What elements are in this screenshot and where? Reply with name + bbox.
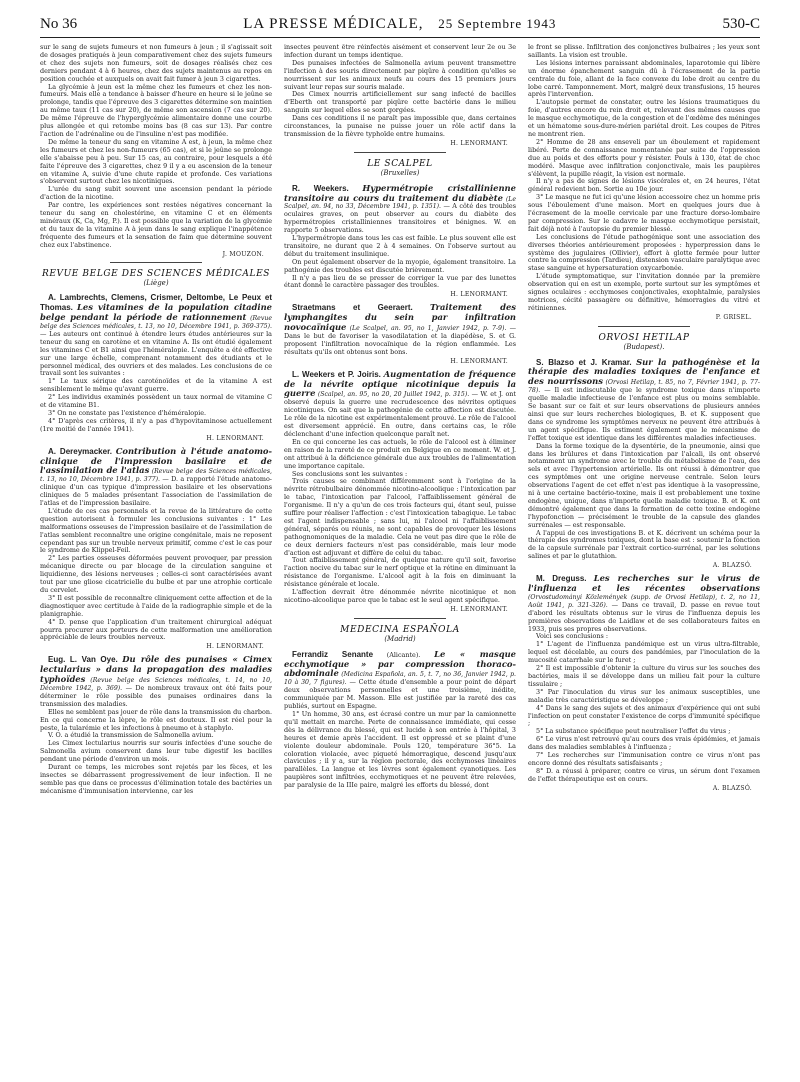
paragraph: Trois causes se combinant différemment sont à l'origine de la névrite rétrobulbaire dénommée nicotino-alcoolique : l'intoxication par le tabac, l'intoxication par l'alcool, l'affaiblissement général de l'organisme. Il n'y a qu'un de ces trois facteurs qui, étant seul, puisse suffire pour réaliser l'affection : c'est l'intoxication tabagique. Le tabac est l'agent indispensable ; sans lui, ni l'alcool ni l'affaiblissement général, séparés ou réunis, ne sont capables de provoquer les lésions pathognomoniques de la maladie. Cela ne veut pas dire que le rôle de ce deux derniers facteurs n'est pas considérable, mais leur mode d'action est adjuvant et diffère de celui du tabac. [284, 477, 516, 557]
paragraph: Il n'y a pas de signes de lésions viscérales et, en 24 heures, l'état général redevient bon. Sortie au 10e jour. [528, 177, 760, 194]
paragraph: Des punaises infectées de Salmonella avium peuvent transmettre l'infection à des souris directement par piqûre à condition qu'elles se nourrissent sur les animaux neufs au cours des 15 premiers jours suivant leur repas sur souris malade. [284, 58, 516, 91]
article-title: Les vitamines de la population citadine belge pendant la période de rationnement [40, 302, 272, 323]
article-authors: Ferrandiz Senante [292, 649, 374, 659]
article-heading [528, 574, 760, 633]
conclusion-item: 4° D'après ces critères, il n'y a pas d'hypovitaminose actuellement (1re moitié de l'année 1941). [40, 416, 272, 433]
paragraph: Les conclusions de l'étude pathogénique sont une association des diverses théories antérieurement proposées : hyperpression dans le système des jugulaires (Ollivier), effort à glotte fermée pour lutter contre la compression (Tardieu), distension vasculaire paralytique avec stase sanguine et hypersaturation oxycarbonée. [528, 232, 760, 273]
author-signature: H. LENORMANT. [206, 434, 264, 442]
article-authors: L. Weekers et P. Joiris. [292, 369, 381, 379]
paragraph: Elles ne semblent pas jouer de rôle dans la transmission du charbon. En ce qui concerne la lèpre, le rôle est douteux. Il est réel pour la peste, la tularémie et les infections à pneumo et à staphylo. [40, 707, 272, 732]
masthead [243, 16, 556, 33]
author-signature: A. BLAZSÓ. [712, 784, 752, 792]
paragraph: L'hypermétropie dans tous les cas est faible. Le plus souvent elle est transitoire, ne durant que 2 à 4 semaines. On l'observe surtout au début du traitement insulinique. [284, 234, 516, 258]
issue-number: No 36 [40, 16, 78, 32]
article-authors: Straetmans et Geeraert. [292, 303, 413, 313]
article-body: — De nombreux travaux ont été faits pour déterminer le rôle possible des punaises ordinaires dans la transmission des maladies. [40, 683, 272, 708]
article-heading [40, 655, 272, 708]
paragraph: On peut également observer de la myopie, également transitoire. La pathogénie des troubles est discutée brièvement. [284, 257, 516, 274]
paragraph: 4° D. pense que l'application d'un traitement chirurgical adéquat pourra procurer aux porteurs de cette malformation une amélioration appréciable de leurs troubles nerveux. [40, 617, 272, 642]
article-authors: A. Dereymacker. [48, 446, 112, 456]
article-source: (Orvostudományi Közlemények (supp. de Orvosi Hetilap), t. 2, no 11, Août 1941, p. 321-326). [528, 593, 760, 609]
article-authors: A. Lambrechts, Clemens, Crismer, Deltombe, Le Peux et Thomas. [40, 293, 272, 313]
article-title: Le « masque ecchymotique » par compression thoraco-abdominale [284, 648, 516, 679]
journal-city: (Liège) [143, 279, 169, 288]
paragraph: Voici ses conclusions : [536, 632, 608, 641]
article-body: — Dans le but de favoriser la vasodilatation et la diapédèse, S. et G. proposent l'infiltration novocaïnique de la région enflammée. Les résultats qu'ils ont obtenus sont bons. [284, 324, 516, 356]
article-columns [40, 44, 760, 1074]
conclusion-item: 1° L'agent de l'influenza pandémique est un virus ultra-filtrable, lequel est décelable, au cours des pandémies, par l'inoculation de la mucosité catarrhale sur le furet ; [528, 640, 760, 665]
conclusion-item: 3° Par l'inoculation du virus sur les animaux susceptibles, une maladie très caractéristique se développe ; [528, 687, 760, 704]
article-source: (Scalpel, an. 95, no 20, 20 Juillet 1942, p. 315). [317, 391, 470, 399]
journal-city: (Budapest). [623, 342, 665, 351]
article-source: (Revue belge des Sciences médicales, t. 13, no 10, Décembre 1941, p. 377). [40, 468, 272, 484]
paragraph: Par contre, les expériences sont restées négatives concernant la teneur du sang en cholestérine, en vitamine C et en éléments minéraux (K, Ca, Mg, P.). Il est possible que la variation de la glycémie et du taux de la vitamine A à jeun dans le sang explique l'inappétence fréquente des fumeurs et la sensation de faim que détermine souvent chez eux l'abstinence. [40, 201, 272, 249]
author-place: (Alicante). [386, 650, 421, 659]
article-title: Hypermétropie cristallinienne transitoire au cours du traitement du diabète [284, 182, 516, 203]
paragraph: Les lésions internes paraissant abdominales, laparotomie qui libère un énorme épanchement sanguin dû à l'écrasement de la partie centrale du foie, allant de la face convexe du lobe droit au centre du lobe carré. Tamponnement. Mort, malgré deux transfusions, 15 heures après l'intervention. [528, 58, 760, 99]
journal-heading: REVUE BELGE DES SCIENCES MÉDICALES [41, 269, 271, 280]
article-title: Augmentation de fréquence de la névrite optique nicotinique depuis la guerre [284, 368, 516, 399]
article-heading [284, 184, 516, 235]
article-heading [284, 650, 516, 711]
article-source: (Orvosi Hetilap, t. 85, no 7, Février 1941, p. 77-78). [528, 379, 760, 395]
author-signature: P. GRISEL. [715, 313, 752, 321]
paragraph: L'urée du sang subit souvent une ascension pendant la période d'action de la nicotine. [40, 185, 272, 202]
paragraph: Dans la forme toxique de la dysentérie, de la pneumonie, ainsi que dans les brûlures et dans l'intoxication par l'alcali, ils ont observé notamment un syndrome avec le trouble du métabolisme de l'eau, des sels et avec l'hypertension artérielle. Ils ont réussi à démontrer que ces symptômes ont une origine nerveuse centrale. Selon leurs observations l'agent de cet effet n'est pas identique à la vasopressine, ni à une certaine bactério-toxine, mais il est probablement une toxine endogène, unique, dans n'importe quelle maladie toxique. B. et K. ont démontré également que dans la formation de cette toxine endogène l'hypofonction — précisément le trouble de la capsule des glandes surrénales — est responsable. [528, 441, 760, 529]
article-authors: R. Weekers. [292, 183, 349, 193]
paragraph: 3° Il est possible de reconnaître cliniquement cette affection et de la diagnostiquer avec certitude à l'aide de la radiographie simple et de la planigraphie. [40, 593, 272, 618]
paragraph: Il n'y a pas lieu de se presser de corriger la vue par des lunettes étant donné le caractère passager des troubles. [284, 273, 516, 290]
article-source: (Revue belge des Sciences médicales, t. 13, no 10, Décembre 1941, p. 369-375). [40, 315, 272, 330]
paragraph: Ses conclusions sont les suivantes : [292, 469, 408, 478]
author-signature: H. LENORMANT. [450, 605, 508, 613]
article-authors: M. Dreguss. [536, 574, 587, 584]
paragraph: 2° Les parties osseuses déformées peuvent provoquer, par pression mécanique directe ou par blocage de la circulation sanguine et liquidienne, des lésions nerveuses ; celles-ci sont caractérisées avant tout par une gliose cicatricielle du bulbe et par une atrophie corticale du cervelet. [40, 554, 272, 594]
paragraph: L'affection devrait être dénommée névrite nicotinique et non nicotino-alcoolique parce que le tabac est le seul agent spécifique. [284, 588, 516, 604]
author-signature: H. LENORMANT. [206, 643, 264, 651]
conclusion-item: 5° La substance spécifique peut neutraliser l'effet du virus ; [536, 727, 731, 736]
conclusion-item: 2° Les individus examinés possèdent un taux normal de vitamine C et de vitamine B1. [40, 393, 272, 410]
paragraph: sur le sang de sujets fumeurs et non fumeurs à jeun ; il s'agissait soit de dosages pratiqués à jeun comparativement chez des sujets fumeurs et chez des sujets non fumeurs, soit de dosages réalisés chez ces derniers pendant 4 à 6 heures, chez des sujets maintenus au repos en position couchée et auxquels on avait fait fumer à jeun 3 cigarettes. [40, 44, 272, 83]
author-signature: H. LENORMANT. [450, 357, 508, 365]
divider [598, 326, 691, 327]
conclusion-item: 6° Le virus n'est retrouvé qu'au cours des vrais épidémies, et jamais dans des maladies semblables à l'influenza ; [528, 735, 760, 752]
article-title: Traitement des lymphangites du sein par infiltration novocaïnique [284, 302, 516, 333]
article-source: (Le Scalpel, an. 94, no 33, Décembre 1941, p. 1351). [284, 195, 516, 211]
paragraph: De même la teneur du sang en vitamine A est, à jeun, la même chez les fumeurs et chez les non-fumeurs (65 cas), et si le jeûne se prolonge elle s'abaisse peu à peu. Sur 15 cas, au contraire, pour lesquels a été faite l'épreuve des 3 cigarettes, chez 9 il y a eu ascension de la teneur en vitamine A, suivie d'une chute rapide et profonde. Ces variations s'observent surtout chez les nicotiniques. [40, 137, 272, 186]
paragraph: Durant ce temps, les microbes sont rejetés par les fèces, et les insectes se débarrassent progressivement de leur infection. Il ne semble pas que dans ce processus d'élimination totale des bactéries un mécanisme d'immunisation intervienne, car les [40, 763, 272, 795]
paragraph: 2° Homme de 28 ans enseveli par un éboulement et rapidement libéré. Perte de connaissance momentanée par suite de l'oppression due au poids et des efforts pour y résister. Pouls à 130, état de choc modéré. Masque avec infiltration conjonctivale, mais les paupières s'élèvent, la pupille réagit, la vision est normale. [528, 137, 760, 178]
article-heading [40, 294, 272, 378]
author-signature: J. MOUZON. [222, 250, 264, 258]
article-authors: S. Blazso et J. Kramar. [536, 357, 632, 367]
article-body: — Dans ce travail, D. passe en revue tout d'abord les résultats obtenus sur le virus de l'influenza depuis les premières observations de Laidlaw et de ses collaborateurs faites en 1933, puis ses propres observations. [528, 600, 760, 633]
article-heading [528, 358, 760, 443]
paragraph: insectes peuvent être réinfectés aisément et conservent leur 2e ou 3e infection durant un temps identique. [284, 44, 516, 59]
article-heading [284, 303, 516, 356]
issue-date: 25 Septembre 1943 [438, 16, 557, 31]
article-title: Sur la pathogénèse et la thérapie des maladies toxiques de l'enfance et des nourrissons [528, 356, 760, 387]
journal-heading: ORVOSI HETILAP [598, 332, 690, 343]
paragraph: V. O. a étudié la transmission de Salmonella avium. [48, 731, 214, 740]
page-reference: 530-C [722, 16, 760, 32]
article-heading [284, 370, 516, 439]
conclusion-item: 2° Il est impossible d'obtenir la culture du virus sur les souches des bactéries, mais il se développe dans un milieu fait pour la culture tissulaire ; [528, 664, 760, 688]
column-3 [528, 44, 760, 1074]
article-title: Contribution à l'étude anatomo-clinique de l'impression basilaire et de l'assimilation de l'atlas [40, 445, 272, 476]
conclusion-item: 4° Dans le sang des sujets et des animaux d'expérience qui ont subi l'infection on peut constater l'existence de corps d'immunité spécifique ; [528, 703, 760, 728]
conclusion-item: 3° On ne constate pas l'existence d'héméralopie. [48, 408, 207, 417]
divider [354, 618, 447, 619]
article-title: Du rôle des punaises « Cimex lectularius » dans la propagation des maladies typhoïdes [40, 654, 272, 685]
author-signature: H. LENORMANT. [450, 139, 508, 147]
article-body: — Cette étude d'ensemble a pour point de départ deux observations personnelles et une troisième, inédite, communiquée par M. Masson. Elle est justifiée par la rareté des cas publiés, surtout en Espagne. [284, 678, 516, 711]
paragraph: Les Cimex lectularius nourris sur souris infectées d'une souche de Salmonella avium conservent dans leur tube digestif les bacilles pendant une période d'environ un mois. [40, 739, 272, 764]
column-1 [40, 44, 272, 1074]
divider [354, 152, 447, 153]
paragraph: Des Cimex nourris artificiellement sur sang infecté de bacilles d'Eberth ont transporté par piqûre cette bactérie dans le milieu sanguin sur lequel elles se sont gorgées. [284, 90, 516, 115]
article-heading [40, 447, 272, 508]
conclusion-item: 7° Les recherches sur l'immunisation contre ce virus n'ont pas encore donné des résultats satisfaisants ; [528, 751, 760, 767]
paragraph: Tout affaiblissement général, de quelque nature qu'il soit, favorise l'action nocive du tabac sur le nerf optique et la rétine en diminuant la résistance de l'organisme. L'alcool agit à la fois en diminuant la résistance générale et locale. [284, 556, 516, 589]
journal-heading: LE SCALPEL [367, 158, 433, 169]
paragraph: L'autopsie permet de constater, outre les lésions traumatiques du foie, d'autres encore du rein droit et, relevant des mêmes causes que le masque ecchymotique, de la congestion et de l'œdème des méninges et un hématome sous-dure-mérien pariétal droit. Les coupes de Pitres ne montrent rien. [528, 98, 760, 138]
journal-name: LA PRESSE MÉDICALE, [243, 16, 424, 32]
paragraph: L'étude symptomatique, sur l'invitation donnée par la première observation qui en est un exemple, porte surtout sur les symptômes et signes oculaires : ecchymoses conjonctivales, exophtalmie, paralysies motrices, cécité passagère ou définitive, hémorragies du vitré et rétiniennes. [528, 272, 760, 312]
paragraph: 1° Un homme, 30 ans, est écrasé contre un mur par la camionnette qu'il mettait en marche. Perte de connaissance immédiate, qui cesse dès la délivrance du blessé, qui est lucide à son entrée à l'hôpital, 3 heures et demie après l'accident. Il est oppressé et se plaint d'une violente douleur abdominale. Pouls 120, température 36°5. La coloration violacée, avec piqueté hémorragique, descend jusqu'aux clavicules ; il y a, sur la région pectorale, des ecchymoses linéaires parallèles. La langue et les lèvres sont également cyanotiques. Les paupières sont infiltrées, ecchymotiques et ne peuvent être relevées, par paralysie de la IIIe paire, malgré les efforts du blessé, dont [284, 709, 516, 790]
author-signature: H. LENORMANT. [450, 291, 508, 299]
journal-city: (Bruxelles) [380, 168, 420, 177]
journal-heading: MEDECINA ESPAÑOLA [340, 624, 460, 635]
column-2 [284, 44, 516, 1074]
article-source: (Le Scalpel, an. 95, no 1, Janvier 1942, p. 7-9). [349, 325, 507, 333]
paragraph: le front se plisse. Infiltration des conjonctives bulbaires ; les yeux sont saillants. La vision est trouble. [528, 44, 760, 59]
paragraph: L'étude de ces cas personnels et la revue de la littérature de cette question autorisent à formuler les conclusions suivantes : 1° Les malformations osseuses de l'impression basilaire et de l'assimilation de l'atlas semblent reconnaître une origine congénitale, mais ne reposent cependant pas sur un trouble nerveux primitif, comme c'est le cas pour le syndrome de Klippel-Feil. [40, 506, 272, 555]
article-title: Les recherches sur le virus de l'influenza et les récentes observations [528, 573, 760, 593]
article-source: (Revue belge des Sciences médicales, t. 14, no 10, Décembre 1942, p. 369). [40, 677, 272, 692]
author-signature: A. BLAZSÓ. [712, 562, 752, 570]
conclusion-item: 1° Le taux sérique des caroténoïdes et de la vitamine A est sensiblement le même qu'avant guerre. [40, 377, 272, 394]
article-source: (Medicina Española, an. 5, t. 7, no 36, Janvier 1942, p. 10 à 30, 7 figures). [284, 671, 516, 687]
article-body: — Les auteurs ont continué à étendre leurs études antérieures sur la teneur du sang en carotène et en vitamine A. Ils ont étudié également les vitamines C et B1 ainsi que l'héméralopie. L'enquête a été effective sur une large échelle, comprenant notamment des étudiants et le personnel médical, des ouvriers et des malades. Les conclusions de ce travail sont les suivantes : [40, 329, 272, 378]
article-body: — Il est indiscutable que le syndrome toxique dans n'importe quelle maladie infectieuse de l'enfance est plus ou moins semblable. Se basant sur ce fait et sur leurs observations de plusieurs années ainsi que sur leurs recherches biologiques, B. et K. supposent que dans ce syndrome les symptômes nerveux ne peuvent être attribués à un agent spécifique. Ils estiment également que le mécanisme de l'effet toxique est identique dans les différentes maladies infectieuses. [528, 386, 760, 442]
paragraph: La glycémie à jeun est la même chez les fumeurs et chez les non-fumeurs. Mais elle a tendance à baisser d'heure en heure si le jeûne se prolonge, tandis que l'épreuve des 3 cigarettes détermine son maintien au même taux (11 cas sur 20), de même son ascension (7 cas sur 20). De même l'épreuve de l'hyperglycémie alimentaire donne une courbe plus allongée et qui retombe moins bas (8 cas sur 13). Par contre l'action de l'adrénaline ou de l'insuline n'est pas modifiée. [40, 82, 272, 138]
journal-city: (Madrid) [384, 634, 416, 643]
paragraph: Dans ces conditions il ne paraît pas impossible que, dans certaines circonstances, la punaise ne puisse jouer un rôle actif dans la transmission de la fièvre typhoïde entre humains. [284, 114, 516, 138]
article-body: — D. a rapporté l'étude anatomo-clinique d'un cas typique d'impression basilaire et les observations cliniques de 5 malades présentant l'association de l'assimilation de l'atlas et de l'impression basilaire. [40, 475, 272, 508]
paragraph: En ce qui concerne les cas actuels, le rôle de l'alcool est à éliminer en raison de la rareté de ce produit en Belgique en ce moment. W. et J. ont attribué à la déficience générale due aux troubles de l'alimentation une importance capitale. [284, 437, 516, 470]
page-header [40, 12, 760, 38]
paragraph: A l'appui de ces investigations B. et K. décrivent un schéma pour la thérapie des syndromes toxiques, dont la base est : soutenir la fonction de la capsule surrénale par l'extrait cortico-surrénal, par les solutions salines et par le glutathion. [528, 528, 760, 561]
paragraph: 3° Le masque ne fut ici qu'une lésion accessoire chez un homme pris sous l'éboulement d'une maison. Mort en quelques jours due à l'écrasement de la moelle cervicale par une fracture dorso-lombaire par compression. Sur le cadavre le masque ecchymotique persistait, fait déjà noté à l'autopsie du premier blessé. [528, 193, 760, 233]
article-authors: Eug. L. Van Oye. [48, 655, 118, 665]
article-body: — A côté des troubles oculaires graves, on peut observer au cours du diabète des hypermétropies cristalliniennes transitoires et bénignes. W. en rapporte 5 observations. [284, 202, 516, 235]
conclusion-item: 8° D. a réussi à préparer, contre ce virus, un sérum dont l'examen de l'effet thérapeutique est en cours. [528, 766, 760, 783]
divider [110, 262, 203, 263]
article-body: — W. et J. ont observé depuis la guerre une recrudescence des névrites optiques nicotiniques. On sait que la pathogénie de cette affection est discutée. Le rôle de la nicotine est expérimentalement prouvé. Le rôle de l'alcool est diversement apprécié. En outre, dans certains cas, le rôle déclenchant d'une infection quelconque paraît net. [284, 390, 516, 438]
